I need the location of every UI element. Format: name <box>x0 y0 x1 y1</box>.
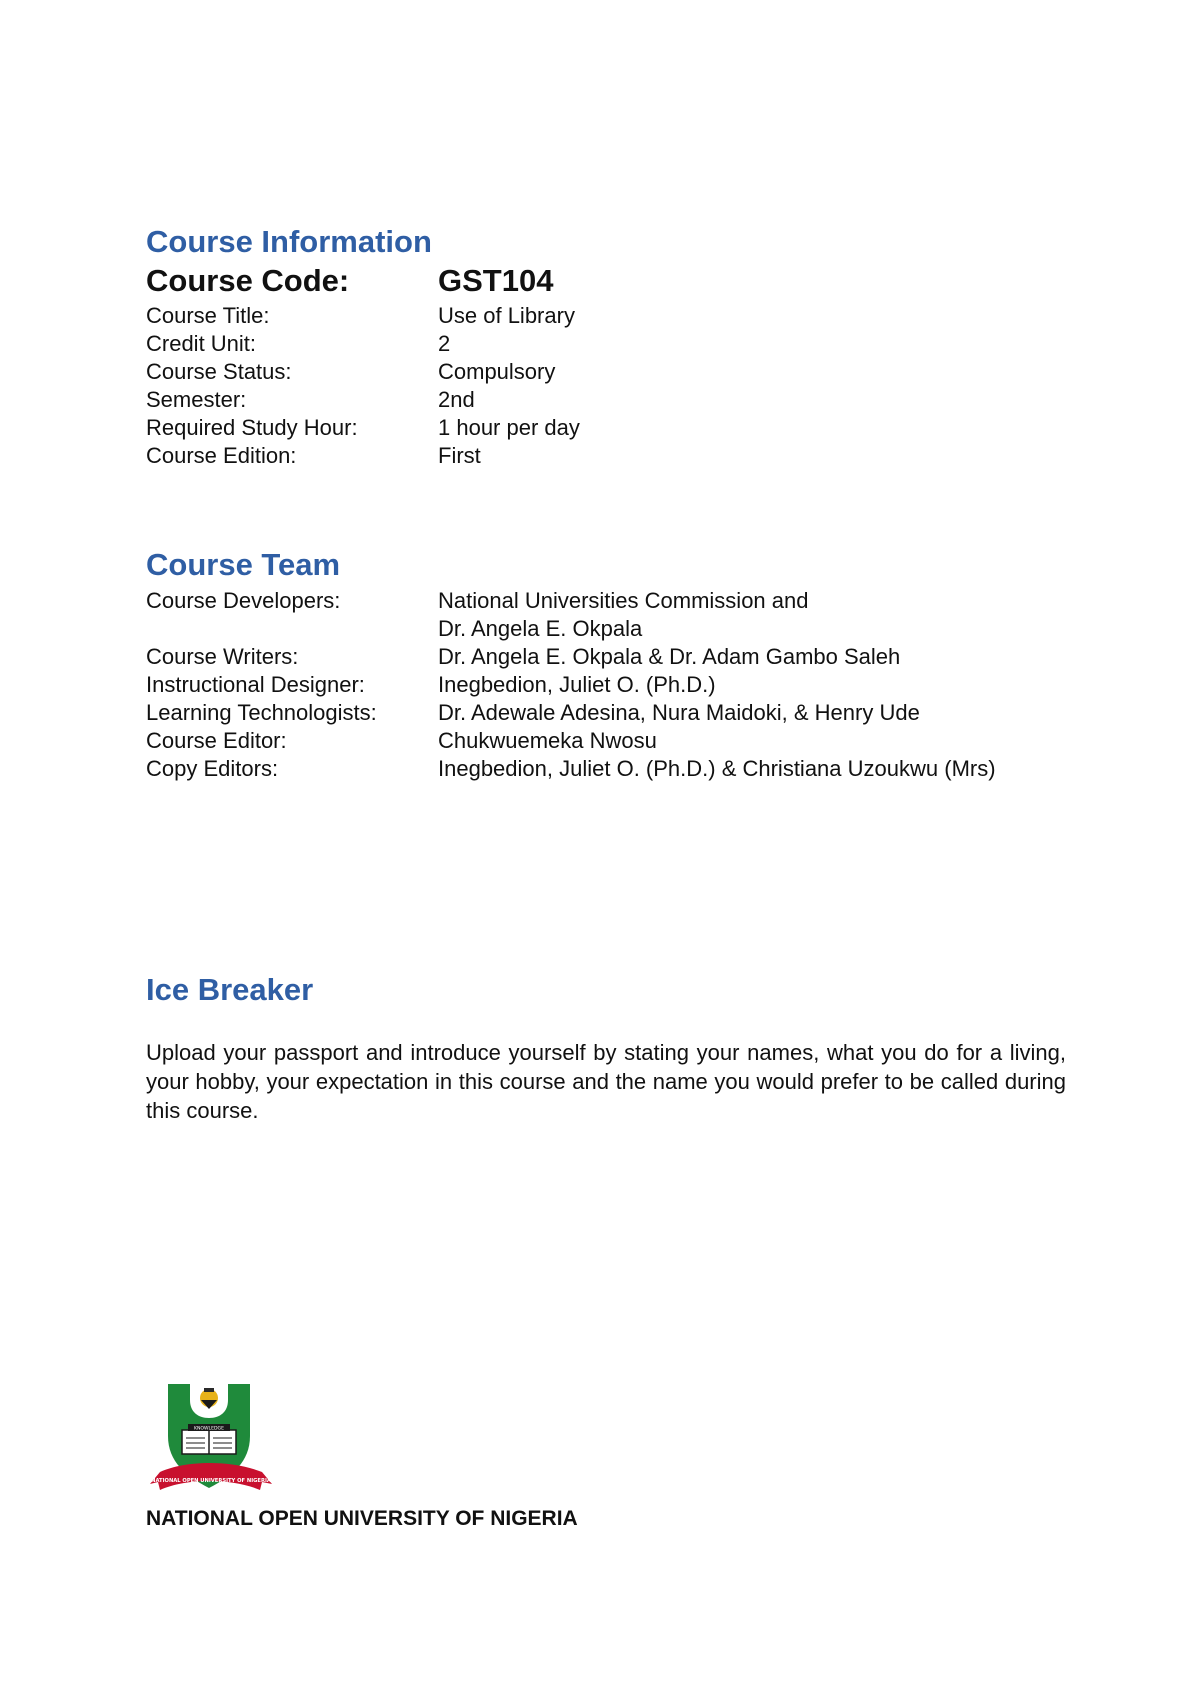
course-code-label: Course Code: <box>146 263 350 298</box>
credit-unit-value: 2 <box>438 331 451 356</box>
course-info-row <box>146 442 1086 470</box>
noun-crest-logo-icon <box>146 1378 276 1503</box>
course-developers-label: Course Developers: <box>146 588 341 613</box>
course-information-heading: Course Information <box>146 224 432 259</box>
course-team-heading: Course Team <box>146 547 341 582</box>
instructional-designer-label: Instructional Designer: <box>146 672 365 697</box>
course-writers-label: Course Writers: <box>146 644 299 669</box>
course-developers-value: National Universities Commission and <box>438 588 809 613</box>
semester-value: 2nd <box>438 387 475 412</box>
course-info-row <box>146 302 1086 330</box>
course-team-row <box>146 671 1086 699</box>
course-code-row <box>146 262 1046 300</box>
logo-ribbon-text: NATIONAL OPEN UNIVERSITY OF NIGERIA <box>151 1478 271 1484</box>
course-status-value: Compulsory <box>438 359 556 384</box>
course-info-row <box>146 358 1086 386</box>
learning-technologists-label: Learning Technologists: <box>146 700 377 725</box>
course-team-row <box>146 755 1086 783</box>
semester-label: Semester: <box>146 387 247 412</box>
course-developers-value-continued: Dr. Angela E. Okpala <box>438 616 643 641</box>
course-code-value: GST104 <box>438 263 554 298</box>
course-edition-label: Course Edition: <box>146 443 297 468</box>
credit-unit-label: Credit Unit: <box>146 331 257 356</box>
study-hour-value: 1 hour per day <box>438 415 580 440</box>
course-writers-value: Dr. Angela E. Okpala & Dr. Adam Gambo Saleh <box>438 644 901 669</box>
copy-editors-value: Inegbedion, Juliet O. (Ph.D.) & Christiana Uzoukwu (Mrs) <box>438 756 996 781</box>
course-team-row <box>146 587 1086 615</box>
course-team-list <box>146 587 1086 783</box>
course-title-value: Use of Library <box>438 303 575 328</box>
learning-technologists-value: Dr. Adewale Adesina, Nura Maidoki, & Henry Ude <box>438 700 920 725</box>
course-status-label: Course Status: <box>146 359 292 384</box>
study-hour-label: Required Study Hour: <box>146 415 358 440</box>
course-title-label: Course Title: <box>146 303 270 328</box>
course-info-row <box>146 414 1086 442</box>
copy-editors-label: Copy Editors: <box>146 756 279 781</box>
university-name: NATIONAL OPEN UNIVERSITY OF NIGERIA <box>146 1507 578 1530</box>
course-editor-label: Course Editor: <box>146 728 287 753</box>
course-info-row <box>146 386 1086 414</box>
course-team-row <box>146 699 1086 727</box>
instructional-designer-value: Inegbedion, Juliet O. (Ph.D.) <box>438 672 716 697</box>
logo-book-text: KNOWLEDGE <box>193 1426 225 1432</box>
ice-breaker-heading: Ice Breaker <box>146 972 314 1007</box>
course-team-row <box>146 727 1086 755</box>
course-team-row <box>146 615 1086 643</box>
course-editor-value: Chukwuemeka Nwosu <box>438 728 657 753</box>
course-team-row <box>146 643 1086 671</box>
course-info-list <box>146 302 1086 470</box>
course-edition-value: First <box>438 443 481 468</box>
course-info-row <box>146 330 1086 358</box>
ice-breaker-text: Upload your passport and introduce yourself by stating your names, what you do for a living, your hobby, your expectation in this course and the name you would prefer to be called during this course. <box>146 1040 1066 1123</box>
